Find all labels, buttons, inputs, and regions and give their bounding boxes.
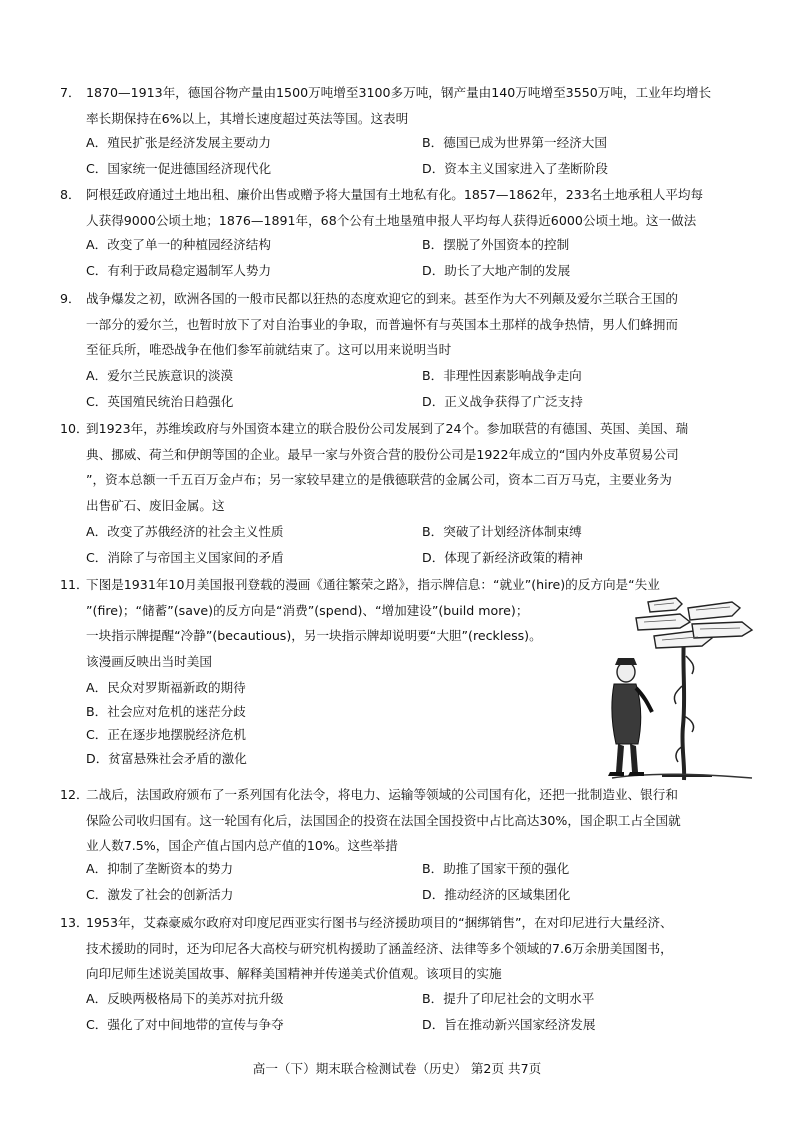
question-text-line: 技术援助的同时，还为印尼各大高校与研究机构援助了涵盖经济、法律等多个领域的7.6万余册美国图书，	[86, 940, 673, 956]
sign-boards	[636, 598, 752, 648]
option-b[interactable]: B．非理性因素影响战争走向	[422, 368, 582, 383]
option-c[interactable]: C．有利于政局稳定遏制军人势力	[86, 263, 272, 278]
question-number: 8．	[60, 187, 81, 202]
question-13-options	[86, 986, 746, 1038]
question-12	[60, 782, 750, 859]
option-c[interactable]: C．正在逐步地摆脱经济危机	[86, 727, 246, 742]
question-number: 11．	[60, 577, 89, 592]
option-c[interactable]: C．强化了对中间地带的宣传与争夺	[86, 1017, 284, 1032]
option-c[interactable]: C．消除了与帝国主义国家间的矛盾	[86, 550, 284, 565]
option-a[interactable]: A．改变了苏俄经济的社会主义性质	[86, 524, 284, 539]
option-a[interactable]: A．抑制了垄断资本的势力	[86, 861, 234, 876]
option-b[interactable]: B．摆脱了外国资本的控制	[422, 237, 570, 252]
option-b[interactable]: B．德国已成为世界第一经济大国	[422, 135, 607, 150]
question-10	[60, 416, 750, 518]
question-text-line: 一块指示牌提醒“冷静”(becautious)，另一块指示牌却说明要“大胆”(reckless)。	[86, 628, 542, 643]
question-text-line: 向印尼师生述说美国故事、解释美国精神并传递美式价值观。该项目的实施	[86, 966, 502, 981]
option-a[interactable]: A．爱尔兰民族意识的淡漠	[86, 368, 234, 383]
question-text-line: 战争爆发之初，欧洲各国的一般市民都以狂热的态度欢迎它的到来。甚至作为大不列颠及爱尔兰联合王国的	[86, 291, 678, 306]
option-c[interactable]: C．激发了社会的创新活力	[86, 887, 234, 902]
option-d[interactable]: D．助长了大地产制的发展	[422, 263, 571, 278]
question-text-line: 率长期保持在6%以上，其增长速度超过英法等国。这表明	[86, 110, 409, 126]
option-b[interactable]: B．突破了计划经济体制束缚	[422, 524, 582, 539]
question-text-line: 典、挪威、荷兰和伊朗等国的企业。最早一家与外资合营的股份公司是1922年成立的“国内外皮革贸易公司	[86, 446, 679, 462]
question-number: 12．	[60, 787, 89, 802]
question-text-line: 业人数7.5%，国企产值占国内总产值的10%。这些举措	[86, 838, 398, 853]
question-text-line: ”，资本总额一千五百万金卢布；另一家较早建立的是俄德联营的金属公司，资本二百万马克，主要业务为	[86, 472, 672, 487]
question-8-options	[86, 232, 746, 284]
option-d[interactable]: D．正义战争获得了广泛支持	[422, 394, 583, 409]
question-13	[60, 910, 750, 987]
question-text-line: 至征兵所，唯恐战争在他们参军前就结束了。这可以用来说明当时	[86, 342, 452, 357]
question-text-line: 保险公司收归国有。这一轮国有化后，法国国企的投资在法国全国投资中占比高达30%，国企职工占全国就	[86, 812, 681, 828]
question-9-options	[86, 363, 746, 415]
question-text-line: 到1923年，苏维埃政府与外国资本建立的联合股份公司发展到了24个。参加联营的有德国、英国、美国、瑞	[86, 421, 689, 436]
option-a[interactable]: A．改变了单一的种植园经济结构	[86, 237, 271, 252]
question-text-line: 该漫画反映出当时美国	[86, 653, 212, 669]
signpost	[662, 636, 712, 780]
option-c[interactable]: C．英国殖民统治日趋强化	[86, 394, 234, 409]
option-d[interactable]: D．体现了新经济政策的精神	[422, 550, 583, 565]
option-a[interactable]: A．民众对罗斯福新政的期待	[86, 680, 246, 695]
question-text-line: 人获得9000公顷土地；1876—1891年，68个公有土地垦殖申报人平均每人获得近6000公顷土地。这一做法	[86, 212, 697, 228]
question-12-options	[86, 856, 746, 908]
question-text-line: 出售矿石、废旧金属。这	[86, 497, 225, 513]
question-number: 13．	[60, 915, 89, 930]
option-d[interactable]: D．旨在推动新兴国家经济发展	[422, 1017, 596, 1032]
question-number: 10．	[60, 421, 89, 436]
cartoon-road-to-prosperity-image	[592, 596, 762, 782]
option-d[interactable]: D．资本主义国家进入了垄断阶段	[422, 161, 609, 176]
question-number: 7．	[60, 85, 81, 100]
question-text-line: 阿根廷政府通过土地出租、廉价出售或赠予将大量国有土地私有化。1857—1862年，233名土地承租人平均每	[86, 187, 704, 202]
question-text-line: 1953年，艾森豪威尔政府对印度尼西亚实行图书与经济援助项目的“捆绑销售”，在对印尼进行大量经济、	[86, 915, 673, 930]
option-b[interactable]: B．助推了国家干预的强化	[422, 861, 570, 876]
page-footer: 高一（下）期末联合检测试卷（历史） 第2页 共7页	[252, 1061, 542, 1076]
question-text-line: 下图是1931年10月美国报刊登载的漫画《通往繁荣之路》，指示牌信息：“就业”(hire)的反方向是“失业	[86, 577, 660, 592]
option-c[interactable]: C．国家统一促进德国经济现代化	[86, 161, 272, 176]
question-text-line: 二战后，法国政府颁布了一系列国有化法令，将电力、运输等领域的公司国有化，还把一批制造业、银行和	[86, 787, 678, 802]
man-figure	[608, 658, 652, 776]
question-text-line: 一部分的爱尔兰，也暂时放下了对自治事业的争取，而普遍怀有与英国本土那样的战争热情，男人们蜂拥而	[86, 316, 678, 332]
question-7-options	[86, 130, 746, 182]
question-text-line: 1870—1913年，德国谷物产量由1500万吨增至3100多万吨，钢产量由140万吨增至3550万吨，工业年均增长	[86, 85, 712, 100]
option-a[interactable]: A．殖民扩张是经济发展主要动力	[86, 135, 271, 150]
option-b[interactable]: B．提升了印尼社会的文明水平	[422, 991, 595, 1006]
question-7	[60, 80, 750, 131]
option-d[interactable]: D．推动经济的区域集团化	[422, 887, 571, 902]
option-a[interactable]: A．反映两极格局下的美苏对抗升级	[86, 991, 284, 1006]
option-b[interactable]: B．社会应对危机的迷茫分歧	[86, 703, 246, 719]
question-9	[60, 286, 750, 363]
question-10-options	[86, 519, 746, 571]
question-number: 9．	[60, 291, 81, 306]
option-d[interactable]: D．贫富悬殊社会矛盾的激化	[86, 750, 247, 766]
question-8	[60, 182, 750, 233]
question-text-line: ”(fire)；“储蓄”(save)的反方向是“消费”(spend)、“增加建设”(build more)；	[86, 602, 529, 618]
